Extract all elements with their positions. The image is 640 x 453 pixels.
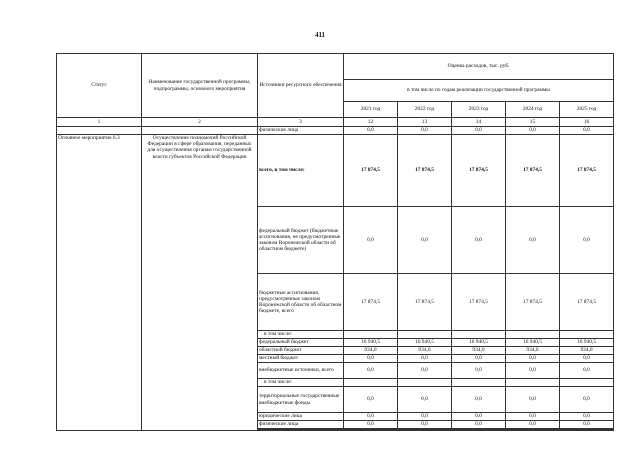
- value-cell: 16 940,5: [452, 339, 506, 347]
- value-cell: 0,0: [344, 127, 398, 135]
- value-cell: 934,0: [398, 347, 452, 355]
- value-cell: 934,0: [506, 347, 560, 355]
- value-cell: 0,0: [506, 127, 560, 135]
- col-number: 3: [258, 118, 344, 127]
- source-label: территориальные государственные внебюджетные фонды: [258, 387, 344, 413]
- col-number: 14: [452, 118, 506, 127]
- value-cell: 0,0: [452, 413, 506, 421]
- header-status: Статус: [57, 54, 142, 118]
- value-cell: 0,0: [344, 387, 398, 413]
- header-year: 2024 год: [506, 102, 560, 118]
- header-year: 2025 год: [560, 102, 614, 118]
- value-cell: 16 940,5: [344, 339, 398, 347]
- value-cell: 17 874,5: [344, 135, 398, 207]
- header-by-years: в том числе по годам реализации государственной программы: [344, 80, 614, 102]
- value-cell: 17 874,5: [452, 274, 506, 331]
- value-cell: 0,0: [344, 355, 398, 363]
- value-cell: 0,0: [560, 421, 614, 429]
- value-cell: 0,0: [560, 363, 614, 379]
- value-cell: 0,0: [398, 421, 452, 429]
- value-cell: 0,0: [452, 363, 506, 379]
- source-label: федеральный бюджет: [258, 339, 344, 347]
- value-cell: 0,0: [398, 363, 452, 379]
- value-cell: 0,0: [560, 387, 614, 413]
- value-cell: 0,0: [560, 207, 614, 274]
- value-cell: 934,0: [344, 347, 398, 355]
- source-label: бюджетные ассигнования, предусмотренные законом Воронежской области об областном бюджете, всего: [258, 274, 344, 331]
- table-row: [57, 135, 614, 207]
- col-number: 13: [398, 118, 452, 127]
- source-label: областной бюджет: [258, 347, 344, 355]
- value-cell: 0,0: [344, 413, 398, 421]
- col-number: 16: [560, 118, 614, 127]
- source-label: физические лица: [258, 127, 344, 135]
- value-cell: 0,0: [344, 207, 398, 274]
- value-cell: 0,0: [452, 207, 506, 274]
- value-cell: 0,0: [506, 421, 560, 429]
- value-cell: 0,0: [506, 363, 560, 379]
- value-cell: 16 940,5: [398, 339, 452, 347]
- value-cell: 16 940,5: [506, 339, 560, 347]
- value-cell: 0,0: [506, 355, 560, 363]
- value-cell: 0,0: [560, 355, 614, 363]
- header-source: Источники ресурсного обеспечения: [258, 54, 344, 118]
- value-cell: 0,0: [506, 387, 560, 413]
- value-cell: 0,0: [344, 421, 398, 429]
- value-cell: 17 874,5: [398, 135, 452, 207]
- source-label: всего, в том числе:: [258, 135, 344, 207]
- source-label: физические лица: [258, 421, 344, 429]
- header-estimate: Оценка расходов, тыс. руб.: [344, 54, 614, 80]
- col-number: 1: [57, 118, 142, 127]
- value-cell: 0,0: [452, 127, 506, 135]
- value-cell: 0,0: [560, 127, 614, 135]
- table-row: [57, 127, 614, 135]
- source-label: внебюджетные источники, всего: [258, 363, 344, 379]
- value-cell: 0,0: [506, 207, 560, 274]
- value-cell: 934,0: [452, 347, 506, 355]
- budget-table: [56, 53, 614, 431]
- value-cell: 17 874,5: [398, 274, 452, 331]
- incl-label: в том числе:: [258, 331, 344, 339]
- value-cell: 0,0: [398, 207, 452, 274]
- measure-name: Осуществление полномочий Российской Федерации в сфере образования, переданных для осуществления органам государственной власти субъектов Российской Федерации: [142, 135, 258, 431]
- value-cell: 0,0: [452, 421, 506, 429]
- status-cell: Основное мероприятие 6.3: [57, 135, 142, 431]
- header-name: Наименование государственной программы, подпрограммы, основного мероприятия: [142, 54, 258, 118]
- col-number: 15: [506, 118, 560, 127]
- header-year: 2023 год: [452, 102, 506, 118]
- value-cell: 0,0: [398, 355, 452, 363]
- value-cell: 17 874,5: [560, 274, 614, 331]
- value-cell: 0,0: [344, 363, 398, 379]
- value-cell: 0,0: [398, 127, 452, 135]
- col-number: 2: [142, 118, 258, 127]
- value-cell: 17 874,5: [506, 274, 560, 331]
- value-cell: 934,0: [560, 347, 614, 355]
- value-cell: 0,0: [506, 413, 560, 421]
- value-cell: 0,0: [398, 387, 452, 413]
- value-cell: 16 940,5: [560, 339, 614, 347]
- source-label: федеральный бюджет (бюджетные ассигнования, не предусмотренные законом Воронежской области об областном бюджете): [258, 207, 344, 274]
- incl-label: в том числе:: [258, 379, 344, 387]
- value-cell: 17 874,5: [560, 135, 614, 207]
- source-label: местный бюджет: [258, 355, 344, 363]
- value-cell: 17 874,5: [452, 135, 506, 207]
- value-cell: 0,0: [452, 355, 506, 363]
- value-cell: 0,0: [452, 387, 506, 413]
- header-year: 2022 год: [398, 102, 452, 118]
- header-year: 2021 год: [344, 102, 398, 118]
- value-cell: 0,0: [560, 413, 614, 421]
- page-number: 411: [314, 31, 326, 39]
- value-cell: 0,0: [398, 413, 452, 421]
- col-number: 12: [344, 118, 398, 127]
- value-cell: 17 874,5: [506, 135, 560, 207]
- value-cell: 17 874,5: [344, 274, 398, 331]
- source-label: юридические лица: [258, 413, 344, 421]
